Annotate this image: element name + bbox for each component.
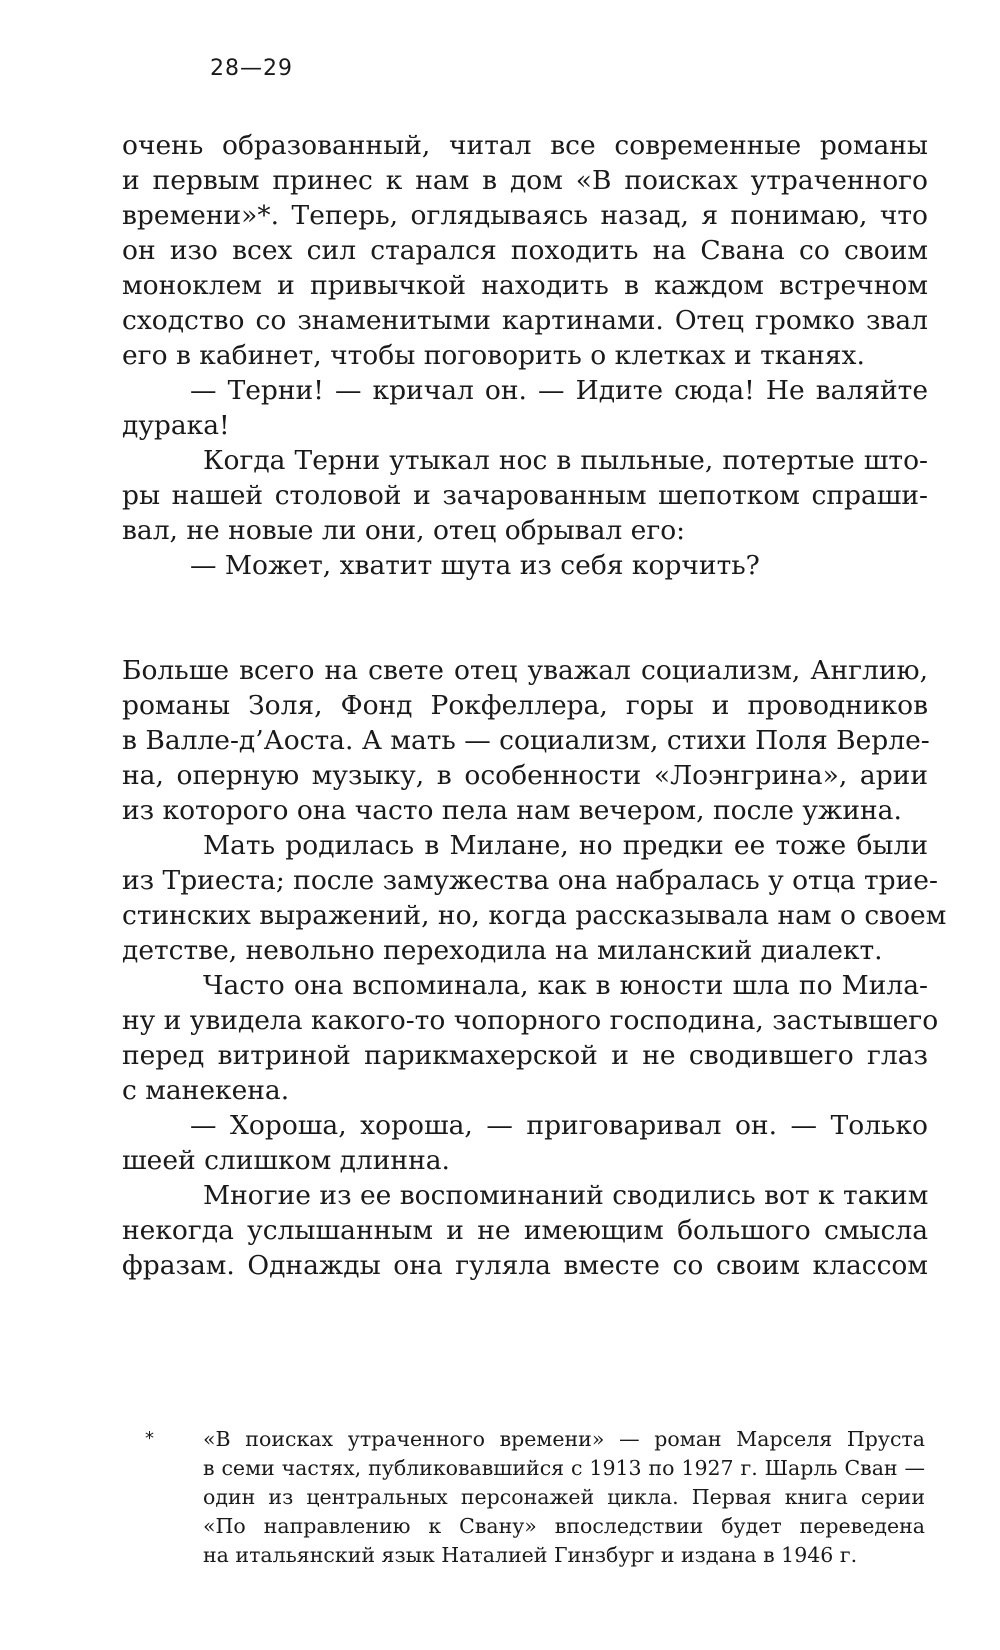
text-line: сходство со знаменитыми картинами. Отец громко звал bbox=[122, 305, 928, 336]
text-line: из Триеста; после замужества она набралась у отца трие- bbox=[122, 865, 938, 896]
text-line: из которого она часто пела нам вечером, после ужина. bbox=[122, 795, 902, 826]
dialogue-line: — Терни! — кричал он. — Идите сюда! Не валяйте bbox=[190, 375, 928, 406]
text-line: Многие из ее воспоминаний сводились вот к таким bbox=[203, 1180, 929, 1211]
footnote-line: «По направлению к Свану» впоследствии будет переведена bbox=[203, 1514, 925, 1538]
text-line: Больше всего на свете отец уважал социализм, Англию, bbox=[122, 655, 928, 686]
dialogue-line: — Хороша, хороша, — приговаривал он. — Только bbox=[190, 1110, 928, 1141]
page-number: 28—29 bbox=[210, 56, 293, 81]
text-line: вал, не новые ли они, отец обрывал его: bbox=[122, 515, 686, 546]
text-line: времени»*. Теперь, оглядываясь назад, я понимаю, что bbox=[122, 200, 928, 231]
footnote-marker: * bbox=[145, 1428, 154, 1449]
text-line: фразам. Однажды она гуляла вместе со своим классом bbox=[122, 1250, 928, 1281]
footnote-line: в семи частях, публиковавшийся с 1913 по 1927 г. Шарль Сван — bbox=[203, 1456, 925, 1480]
text-line: Когда Терни утыкал нос в пыльные, потертые што- bbox=[203, 445, 928, 476]
text-line: стинских выражений, но, когда рассказывала нам о своем bbox=[122, 900, 947, 931]
footnote-line: на итальянский язык Наталией Гинзбург и издана в 1946 г. bbox=[203, 1543, 858, 1567]
text-line: и первым принес к нам в дом «В поисках утраченного bbox=[122, 165, 928, 196]
text-line: детстве, невольно переходила на миланский диалект. bbox=[122, 935, 883, 966]
text-line: ну и увидела какого-то чопорного господина, застывшего bbox=[122, 1005, 939, 1036]
text-line: на, оперную музыку, в особенности «Лоэнгрина», арии bbox=[122, 760, 928, 791]
text-line: романы Золя, Фонд Рокфеллера, горы и проводников bbox=[122, 690, 928, 721]
text-line: он изо всех сил старался походить на Свана со своим bbox=[122, 235, 928, 266]
footnote-line: один из центральных персонажей цикла. Первая книга серии bbox=[203, 1485, 925, 1509]
footnote-line: «В поисках утраченного времени» — роман Марселя Пруста bbox=[203, 1427, 925, 1451]
text-line: моноклем и привычкой находить в каждом встречном bbox=[122, 270, 928, 301]
text-line: в Валле-д’Аоста. А мать — социализм, стихи Поля Верле- bbox=[122, 725, 930, 756]
dialogue-line: — Может, хватит шута из себя корчить? bbox=[190, 550, 760, 581]
text-line: с манекена. bbox=[122, 1075, 290, 1106]
text-line: Часто она вспоминала, как в юности шла по Мила- bbox=[203, 970, 928, 1001]
text-line: ры нашей столовой и зачарованным шепотком спраши- bbox=[122, 480, 928, 511]
text-line: очень образованный, читал все современные романы bbox=[122, 130, 928, 161]
text-line: его в кабинет, чтобы поговорить о клетках и тканях. bbox=[122, 340, 865, 371]
text-line: некогда услышанным и не имеющим большого смысла bbox=[122, 1215, 928, 1246]
text-line: перед витриной парикмахерской и не сводившего глаз bbox=[122, 1040, 928, 1071]
text-line: Мать родилась в Милане, но предки ее тоже были bbox=[203, 830, 928, 861]
text-line: шеей слишком длинна. bbox=[122, 1145, 450, 1176]
text-line: дурака! bbox=[122, 410, 230, 441]
